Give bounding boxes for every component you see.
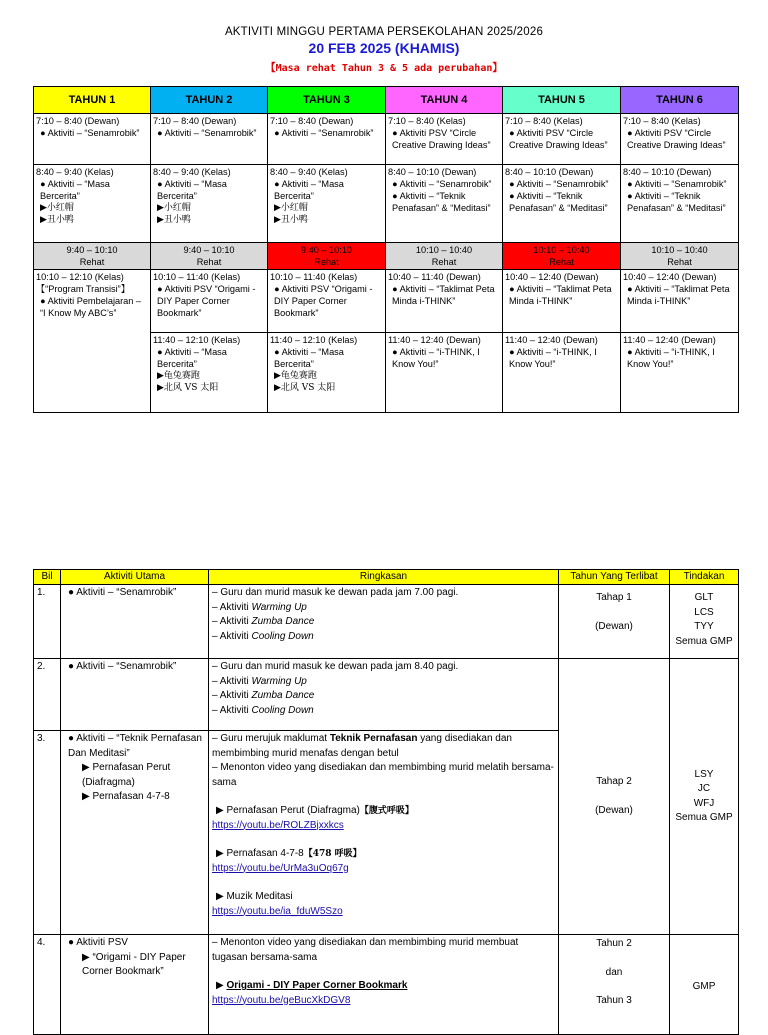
- title-line: AKTIVITI MINGGU PERTAMA PERSEKOLAHAN 2025/2026: [224, 26, 544, 38]
- rest-cell-changed: 10:10 – 10:40 Rehat: [503, 243, 621, 270]
- activity-name: ● Aktiviti PSV ▶ “Origami - DIY Paper Corner Bookmark”: [61, 935, 209, 1035]
- summary-text: – Guru dan murid masuk ke dewan pada jam 7.00 pagi. – Aktiviti Warming Up – Aktiviti Zumba Dance – Aktiviti Cooling Down: [209, 585, 559, 659]
- row-number: 1.: [34, 585, 61, 659]
- col-header-tahun-2: TAHUN 2: [151, 87, 268, 114]
- video-link-muzik-meditasi[interactable]: https://youtu.be/ia_fduW5Szo: [212, 905, 343, 917]
- rest-cell: 9:40 – 10:10 Rehat: [151, 243, 268, 270]
- slot-cell: 8:40 – 10:10 (Dewan) ● Aktiviti – “Senamrobik” ● Aktiviti – “Teknik Penafasan” & “Meditasi”: [386, 165, 503, 243]
- rest-cell-changed: 9:40 – 10:10 Rehat: [268, 243, 386, 270]
- timetable: [33, 86, 739, 413]
- year-group: Tahun 2 dan Tahun 3: [559, 935, 670, 1035]
- slot-cell: 10:10 – 11:40 (Kelas) ● Aktiviti PSV “Origami - DIY Paper Corner Bookmark”: [151, 270, 268, 333]
- col-header-bil: Bil: [34, 570, 61, 585]
- slot-cell: 10:40 – 11:40 (Dewan) ● Aktiviti – “Taklimat Peta Minda i-THINK”: [386, 270, 503, 333]
- slot-cell: 8:40 – 9:40 (Kelas) ● Aktiviti – “Masa Bercerita” ▶小红帽 ▶丑小鸭: [34, 165, 151, 243]
- row-number: 2.: [34, 659, 61, 731]
- slot-cell: 11:40 – 12:40 (Dewan) ● Aktiviti – “i-THINK, I Know You!”: [503, 333, 621, 413]
- action-owner: LSY JC WFJ Semua GMP: [670, 659, 739, 935]
- date-heading: 20 FEB 2025 (KHAMIS): [308, 40, 460, 56]
- row-number: 3.: [34, 731, 61, 935]
- slot-cell: 8:40 – 10:10 (Dewan) ● Aktiviti – “Senamrobik” ● Aktiviti – “Teknik Penafasan” & “Meditasi”: [503, 165, 621, 243]
- col-header-ringkasan: Ringkasan: [209, 570, 559, 585]
- action-owner: GMP: [670, 935, 739, 1035]
- col-header-tahun-4: TAHUN 4: [386, 87, 503, 114]
- slot-cell: 8:40 – 10:10 (Dewan) ● Aktiviti – “Senamrobik” ● Aktiviti – “Teknik Penafasan” & “Meditasi”: [621, 165, 739, 243]
- slot-cell: 8:40 – 9:40 (Kelas) ● Aktiviti – “Masa Bercerita” ▶小红帽 ▶丑小鸭: [268, 165, 386, 243]
- col-header-tahun: Tahun Yang Terlibat: [559, 570, 670, 585]
- col-header-tahun-3: TAHUN 3: [268, 87, 386, 114]
- slot-cell: 10:40 – 12:40 (Dewan) ● Aktiviti – “Taklimat Peta Minda i-THINK”: [503, 270, 621, 333]
- col-header-aktiviti: Aktiviti Utama: [61, 570, 209, 585]
- activity-summary-table: [33, 569, 739, 1035]
- activity-name: ● Aktiviti – “Senamrobik”: [61, 659, 209, 731]
- action-owner: GLT LCS TYY Semua GMP: [670, 585, 739, 659]
- rest-cell: 10:10 – 10:40 Rehat: [621, 243, 739, 270]
- slot-cell: 11:40 – 12:40 (Dewan) ● Aktiviti – “i-THINK, I Know You!”: [386, 333, 503, 413]
- slot-cell: 10:10 – 12:10 (Kelas) 【“Program Transisi”】 ● Aktiviti Pembelajaran – “I Know My ABC’s”: [34, 270, 151, 413]
- slot-cell: 11:40 – 12:40 (Dewan) ● Aktiviti – “i-THINK, I Know You!”: [621, 333, 739, 413]
- slot-cell: 10:10 – 11:40 (Kelas) ● Aktiviti PSV “Origami - DIY Paper Corner Bookmark”: [268, 270, 386, 333]
- slot-cell: 7:10 – 8:40 (Dewan) ● Aktiviti – “Senamrobik”: [268, 114, 386, 165]
- rest-cell: 10:10 – 10:40 Rehat: [386, 243, 503, 270]
- activity-name: ● Aktiviti – “Senamrobik”: [61, 585, 209, 659]
- col-header-tahun-6: TAHUN 6: [621, 87, 739, 114]
- year-group: Tahap 2 (Dewan): [559, 659, 670, 935]
- summary-text: – Guru dan murid masuk ke dewan pada jam 8.40 pagi. – Aktiviti Warming Up – Aktiviti Zumba Dance – Aktiviti Cooling Down: [209, 659, 559, 731]
- video-link-pernafasan-perut[interactable]: https://youtu.be/ROLZBjxxkcs: [212, 819, 344, 831]
- slot-cell: 7:10 – 8:40 (Kelas) ● Aktiviti PSV “Circle Creative Drawing Ideas”: [386, 114, 503, 165]
- summary-text: – Guru merujuk maklumat Teknik Pernafasan yang disediakan dan membimbing murid menafas dengan betul – Menonton video yang disediakan dan membimbing murid melatih bersama-sama ▶ Pernafasan Perut (Diafragma)【腹式呼吸】 https://youtu.be/ROLZBjxxkcs ▶ Pernafasan 4-7-8【478 呼吸】 https://youtu.be/UrMa3uOq67g ▶ Muzik Meditasi https://youtu.be/ia_fduW5Szo: [209, 731, 559, 935]
- rest-cell: 9:40 – 10:10 Rehat: [34, 243, 151, 270]
- video-link-origami[interactable]: https://youtu.be/geBucXkDGV8: [212, 994, 351, 1006]
- slot-cell: 7:10 – 8:40 (Kelas) ● Aktiviti PSV “Circle Creative Drawing Ideas”: [621, 114, 739, 165]
- slot-cell: 7:10 – 8:40 (Kelas) ● Aktiviti PSV “Circle Creative Drawing Ideas”: [503, 114, 621, 165]
- rest-change-notice: 【Masa rehat Tahun 3 & 5 ada perubahan】: [265, 63, 503, 74]
- col-header-tindakan: Tindakan: [670, 570, 739, 585]
- summary-text: – Menonton video yang disediakan dan membimbing murid membuat tugasan bersama-sama ▶ Origami - DIY Paper Corner Bookmark https://youtu.be/geBucXkDGV8: [209, 935, 559, 1035]
- row-number: 4.: [34, 935, 61, 1035]
- slot-cell: 7:10 – 8:40 (Dewan) ● Aktiviti – “Senamrobik”: [34, 114, 151, 165]
- slot-cell: 11:40 – 12:10 (Kelas) ● Aktiviti – “Masa Bercerita” ▶龟兔赛跑 ▶北风 VS 太阳: [151, 333, 268, 413]
- activity-name: ● Aktiviti – “Teknik Pernafasan Dan Meditasi” ▶ Pernafasan Perut (Diafragma) ▶ Pernafasan 4-7-8: [61, 731, 209, 935]
- slot-cell: 7:10 – 8:40 (Dewan) ● Aktiviti – “Senamrobik”: [151, 114, 268, 165]
- col-header-tahun-5: TAHUN 5: [503, 87, 621, 114]
- video-link-pernafasan-478[interactable]: https://youtu.be/UrMa3uOq67g: [212, 862, 349, 874]
- slot-cell: 10:40 – 12:40 (Dewan) ● Aktiviti – “Taklimat Peta Minda i-THINK”: [621, 270, 739, 333]
- col-header-tahun-1: TAHUN 1: [34, 87, 151, 114]
- slot-cell: 8:40 – 9:40 (Kelas) ● Aktiviti – “Masa Bercerita” ▶小红帽 ▶丑小鸭: [151, 165, 268, 243]
- slot-cell: 11:40 – 12:10 (Kelas) ● Aktiviti – “Masa Bercerita” ▶龟兔赛跑 ▶北风 VS 太阳: [268, 333, 386, 413]
- year-group: Tahap 1 (Dewan): [559, 585, 670, 659]
